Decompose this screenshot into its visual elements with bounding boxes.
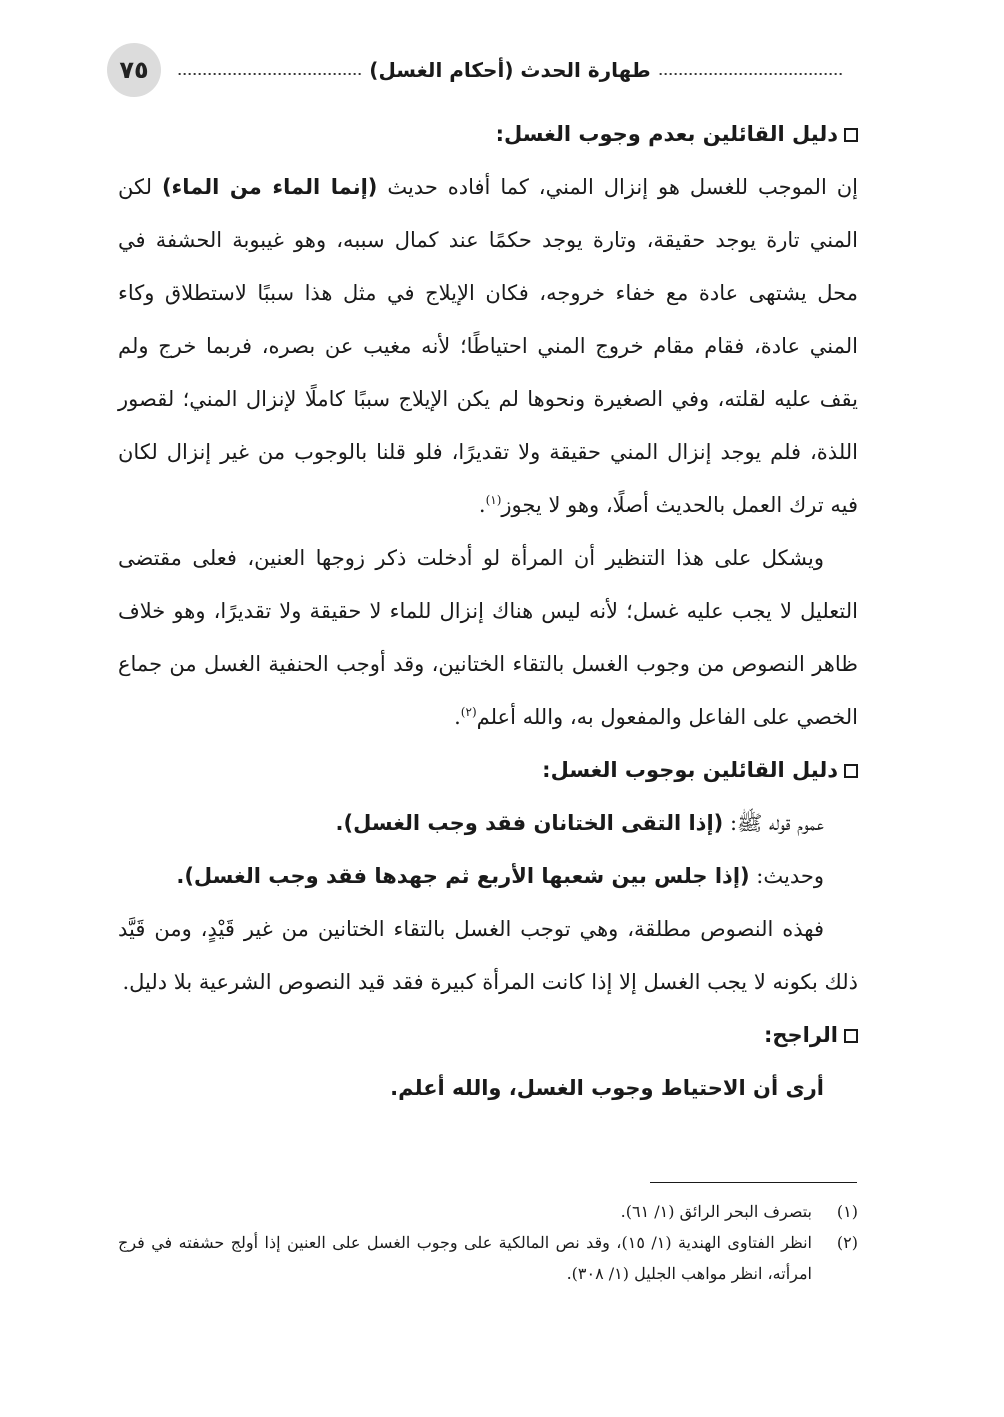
square-bullet-icon	[844, 128, 858, 142]
paragraph-evidence	[118, 903, 858, 1009]
evidence-prefix: عموم قوله ﷺ:	[723, 811, 824, 835]
paragraph-end: .	[454, 705, 461, 729]
footnote-1	[118, 1196, 858, 1227]
running-title: طهارة الحدث (أحكام الغسل)	[369, 58, 651, 82]
paragraph-text: لكن المني تارة يوجد حقيقة، وتارة يوجد حكمًا عند كمال سببه، وهو غيبوبة الحشفة في محل يشتهى عادة مع خفاء خروجه، فكان الإيلاج في مثل هذا سببًا لاستطلاق وكاء المني عادة، فقام مقام خروج المني احتياطًا؛ لأنه مغيب عن بصره، فربما خرج ولم يقف عليه لقلته، وفي الصغيرة ونحوها لم يكن الإيلاج سببًا كاملًا لإنزال المني؛ لقصور اللذة، فلم يوجد إنزال المني حقيقة ولا تقديرًا، فلو قلنا بالوجوب من غير إنزال لكان فيه ترك العمل بالحديث أصلًا، وهو لا يجوز	[118, 175, 858, 517]
section-heading-text: الراجح:	[763, 1023, 838, 1047]
evidence-line-2	[118, 850, 858, 903]
conclusion: أرى أن الاحتياط وجوب الغسل، والله أعلم.	[390, 1076, 824, 1100]
evidence-prefix: وحديث:	[749, 864, 824, 888]
section-heading-text: دليل القائلين بوجوب الغسل:	[542, 758, 838, 782]
paragraph-text: فهذه النصوص مطلقة، وهي توجب الغسل بالتقاء الختانين من غير قَيْدٍ، ومن قَيَّد ذلك بكونه لا يجب الغسل إلا إذا كانت المرأة كبيرة فقد قيد النصوص الشرعية بلا دليل.	[118, 917, 858, 994]
leader-dots-left	[176, 73, 363, 75]
footnotes	[118, 1196, 858, 1289]
square-bullet-icon	[844, 764, 858, 778]
section-heading-preferred	[118, 1009, 858, 1062]
hadith-quote: (إنما الماء من الماء)	[161, 175, 378, 199]
footnote-number: (١)	[836, 1202, 858, 1221]
main-text	[118, 108, 858, 1115]
page-number-text: ٧٥	[119, 56, 149, 84]
running-header	[176, 52, 844, 88]
evidence-line-1	[118, 797, 858, 850]
paragraph-end: .	[478, 493, 486, 517]
footnote-2	[118, 1227, 858, 1289]
paragraph-objection	[118, 532, 858, 744]
section-heading-obligation	[118, 744, 858, 797]
paragraph-text: ويشكل على هذا التنظير أن المرأة لو أدخلت ذكر زوجها العنين، فعلى مقتضى التعليل لا يجب عليه غسل؛ لأنه ليس هناك إنزال للماء لا حقيقة ولا تقديرًا، وهو خلاف ظاهر النصوص من وجوب الغسل بالتقاء الختانين، وقد أوجب الحنفية الغسل من جماع الخصي على الفاعل والمفعول به، والله أعلم	[118, 546, 858, 729]
page-number	[107, 43, 161, 97]
hadith-quote: (إذا التقى الختانان فقد وجب الغسل).	[335, 811, 724, 835]
paragraph-text: إن الموجب للغسل هو إنزال المني، كما أفاده حديث	[377, 175, 858, 199]
hadith-quote: (إذا جلس بين شعبها الأربع ثم جهدها فقد وجب الغسل).	[176, 864, 750, 888]
footnote-text: بتصرف البحر الرائق (١/ ٦١).	[620, 1202, 812, 1221]
square-bullet-icon	[844, 1029, 858, 1043]
leader-dots-right	[657, 73, 844, 75]
paragraph-argument	[118, 161, 858, 532]
footnote-number: (٢)	[836, 1233, 858, 1252]
footnote-separator	[650, 1182, 857, 1183]
section-heading-no-obligation	[118, 108, 858, 161]
section-heading-text: دليل القائلين بعدم وجوب الغسل:	[495, 122, 838, 146]
footnote-text: انظر الفتاوى الهندية (١/ ١٥)، وقد نص المالكية على وجوب الغسل على العنين إذا أولج حشفته في فرج امرأته، انظر مواهب الجليل (١/ ٣٠٨).	[118, 1233, 812, 1283]
footnote-ref[interactable]: (١)	[485, 493, 502, 507]
footnote-ref[interactable]: (٢)	[460, 705, 477, 719]
